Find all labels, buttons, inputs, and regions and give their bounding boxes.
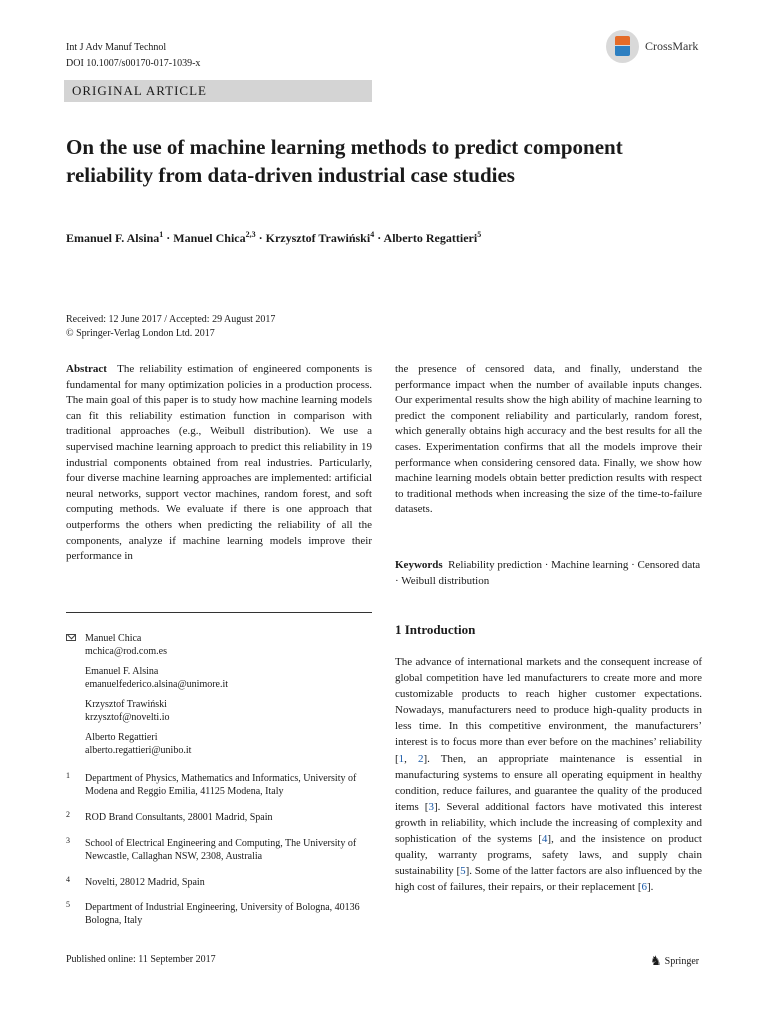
body-text: , bbox=[404, 752, 418, 765]
journal-header bbox=[66, 40, 200, 72]
affiliation bbox=[66, 811, 372, 824]
contact-name: Krzysztof Trawiński bbox=[85, 699, 167, 710]
affiliation-text: ROD Brand Consultants, 28001 Madrid, Spain bbox=[85, 812, 273, 823]
author-affiliation-mark: 5 bbox=[477, 230, 482, 239]
contact-email[interactable]: alberto.regattieri@unibo.it bbox=[85, 745, 192, 756]
abstract-text-left: The reliability estimation of engineered components is fundamental for many optimization policies in a production process. The main goal of this paper is to study how machine learning models can fit this reliability estimation function in comparison with traditional approaches (e.g., Weibull distribution). We use a supervised machine learning approach to predict this reliability in 19 industrial components obtained from real industries. Particularly, four diverse machine learning approaches are implemented: artificial neural networks, support vector machines, random forest, and soft computing methods. We evaluate if there is one approach that outperforms the others when predicting the reliability of all the components, analyze if machine learning models improve their performance in bbox=[66, 363, 372, 563]
body-text: ]. bbox=[647, 881, 654, 894]
affiliation-number: 5 bbox=[66, 900, 70, 909]
contact-email[interactable]: mchica@rod.com.es bbox=[85, 646, 167, 657]
abstract-column-right: the presence of censored data, and finally, understand the performance impact when the number of available inputs changes. Our experimental results show the high ability of machine learning to predict the component reliability and particularly, random forest, which generally obtains high accuracy and the best results for all the cases. Experimentation confirms that all the models improve their performance when considering censored data. Finally, we show how machine learning models obtain better prediction results with respect to traditional methods when increasing the size of the time-to-failure datasets. bbox=[395, 363, 702, 516]
doi[interactable]: DOI 10.1007/s00170-017-1039-x bbox=[66, 58, 201, 69]
affiliation-number: 4 bbox=[66, 875, 70, 884]
author-list bbox=[66, 230, 481, 246]
citation-link[interactable]: 5 bbox=[460, 865, 466, 878]
author-name[interactable]: Manuel Chica bbox=[173, 231, 246, 245]
author-affiliation-mark: 2,3 bbox=[245, 230, 256, 239]
publisher-name: Springer bbox=[664, 955, 700, 967]
abstract-column-left bbox=[66, 362, 372, 565]
citation-link[interactable]: 2 bbox=[417, 752, 424, 765]
body-text: ]. Then, an appropriate maintenance is essential in manufacturing systems to ensure all operating equipment in healthy condition, reduce failures, and guarantee the quality of the produced items [ bbox=[395, 752, 703, 813]
citation-link[interactable]: 3 bbox=[428, 800, 434, 813]
article-type-banner: ORIGINAL ARTICLE bbox=[64, 80, 372, 102]
contact-email[interactable]: krzysztof@novelti.io bbox=[85, 712, 170, 723]
published-online-date: Published online: 11 September 2017 bbox=[66, 954, 216, 965]
body-text: ], and the insistence on product quality, warranty programs, safety laws, and supply chain sustainability [ bbox=[395, 833, 702, 878]
affiliation-text: School of Electrical Engineering and Computing, The University of Newcastle, Callaghan NSW, 2308, Australia bbox=[85, 838, 357, 862]
keywords-label: Keywords bbox=[395, 559, 443, 571]
contact-entry bbox=[66, 665, 372, 691]
contact-name: Emanuel F. Alsina bbox=[85, 666, 159, 677]
crossmark-badge[interactable] bbox=[606, 30, 698, 63]
affiliation bbox=[66, 772, 372, 798]
contact-email[interactable]: emanuelfederico.alsina@unimore.it bbox=[85, 679, 229, 690]
citation-link[interactable]: 6 bbox=[641, 881, 647, 894]
affiliation bbox=[66, 901, 372, 927]
contact-name: Alberto Regattieri bbox=[85, 732, 158, 743]
introduction-body bbox=[395, 654, 702, 895]
body-text: The advance of international markets and the consequent increase of global competition have led manufacturers to create more and more customizable products to reach higher customer expectations. Nowadays, manufacturers need to produce high-quality products in less time. In this competitive environment, the manufacturers’ interest is to focus more than ever before on the machines’ reliability [ bbox=[395, 656, 702, 765]
author-affiliation-mark: 1 bbox=[159, 230, 164, 239]
body-text: ]. Some of the latter factors are also influenced by the high cost of failures, their repairs, or their replacement [ bbox=[395, 865, 702, 894]
affiliation bbox=[66, 837, 372, 863]
affiliation bbox=[66, 876, 372, 889]
keywords bbox=[395, 557, 702, 589]
author-affiliation-mark: 4 bbox=[370, 230, 375, 239]
author-name[interactable]: Krzysztof Trawiński bbox=[265, 231, 371, 245]
crossmark-label: CrossMark bbox=[645, 39, 699, 53]
journal-name: Int J Adv Manuf Technol bbox=[66, 42, 167, 53]
publisher-logo[interactable] bbox=[650, 953, 699, 969]
contact-name: Manuel Chica bbox=[85, 633, 142, 644]
author-separator: · bbox=[255, 231, 266, 245]
affiliation-number: 3 bbox=[66, 836, 70, 845]
copyright-notice: © Springer-Verlag London Ltd. 2017 bbox=[66, 328, 215, 339]
body-text: ]. Several additional factors have motivated this interest growth in reliability, which include the increasing of complexity and sophistication of the systems [ bbox=[395, 800, 702, 846]
contact-entry bbox=[66, 731, 372, 757]
keywords-text: Reliability prediction · Machine learning · Censored data · Weibull distribution bbox=[395, 559, 701, 587]
affiliation-text: Department of Physics, Mathematics and Informatics, University of Modena and Reggio Emilia, 41125 Modena, Italy bbox=[85, 773, 357, 797]
contact-entry bbox=[66, 632, 372, 658]
citation-link[interactable]: 4 bbox=[541, 833, 548, 846]
envelope-icon bbox=[66, 634, 76, 641]
section-heading-introduction: 1 Introduction bbox=[395, 622, 476, 637]
author-separator: · bbox=[374, 231, 384, 245]
contact-entry bbox=[66, 698, 372, 724]
author-name[interactable]: Alberto Regattieri bbox=[383, 231, 478, 245]
crossmark-icon bbox=[606, 30, 639, 63]
affiliation-number: 2 bbox=[66, 810, 70, 819]
author-name[interactable]: Emanuel F. Alsina bbox=[66, 231, 160, 245]
affiliation-number: 1 bbox=[66, 771, 70, 780]
affiliation-text: Department of Industrial Engineering, University of Bologna, 40136 Bologna, Italy bbox=[85, 902, 360, 926]
received-accepted-dates: Received: 12 June 2017 / Accepted: 29 August 2017 bbox=[66, 314, 276, 325]
author-separator: · bbox=[163, 231, 174, 245]
citation-link[interactable]: 1 bbox=[398, 752, 405, 765]
springer-horse-icon: ♞ bbox=[650, 953, 662, 968]
correspondence-block bbox=[66, 632, 372, 764]
article-title: On the use of machine learning methods to predict component reliability from data-driven industrial case studies bbox=[66, 135, 623, 187]
article-dates bbox=[66, 313, 275, 341]
abstract-label: Abstract bbox=[66, 363, 107, 375]
affiliation-text: Novelti, 28012 Madrid, Spain bbox=[85, 877, 205, 888]
footnote-divider bbox=[66, 612, 372, 613]
